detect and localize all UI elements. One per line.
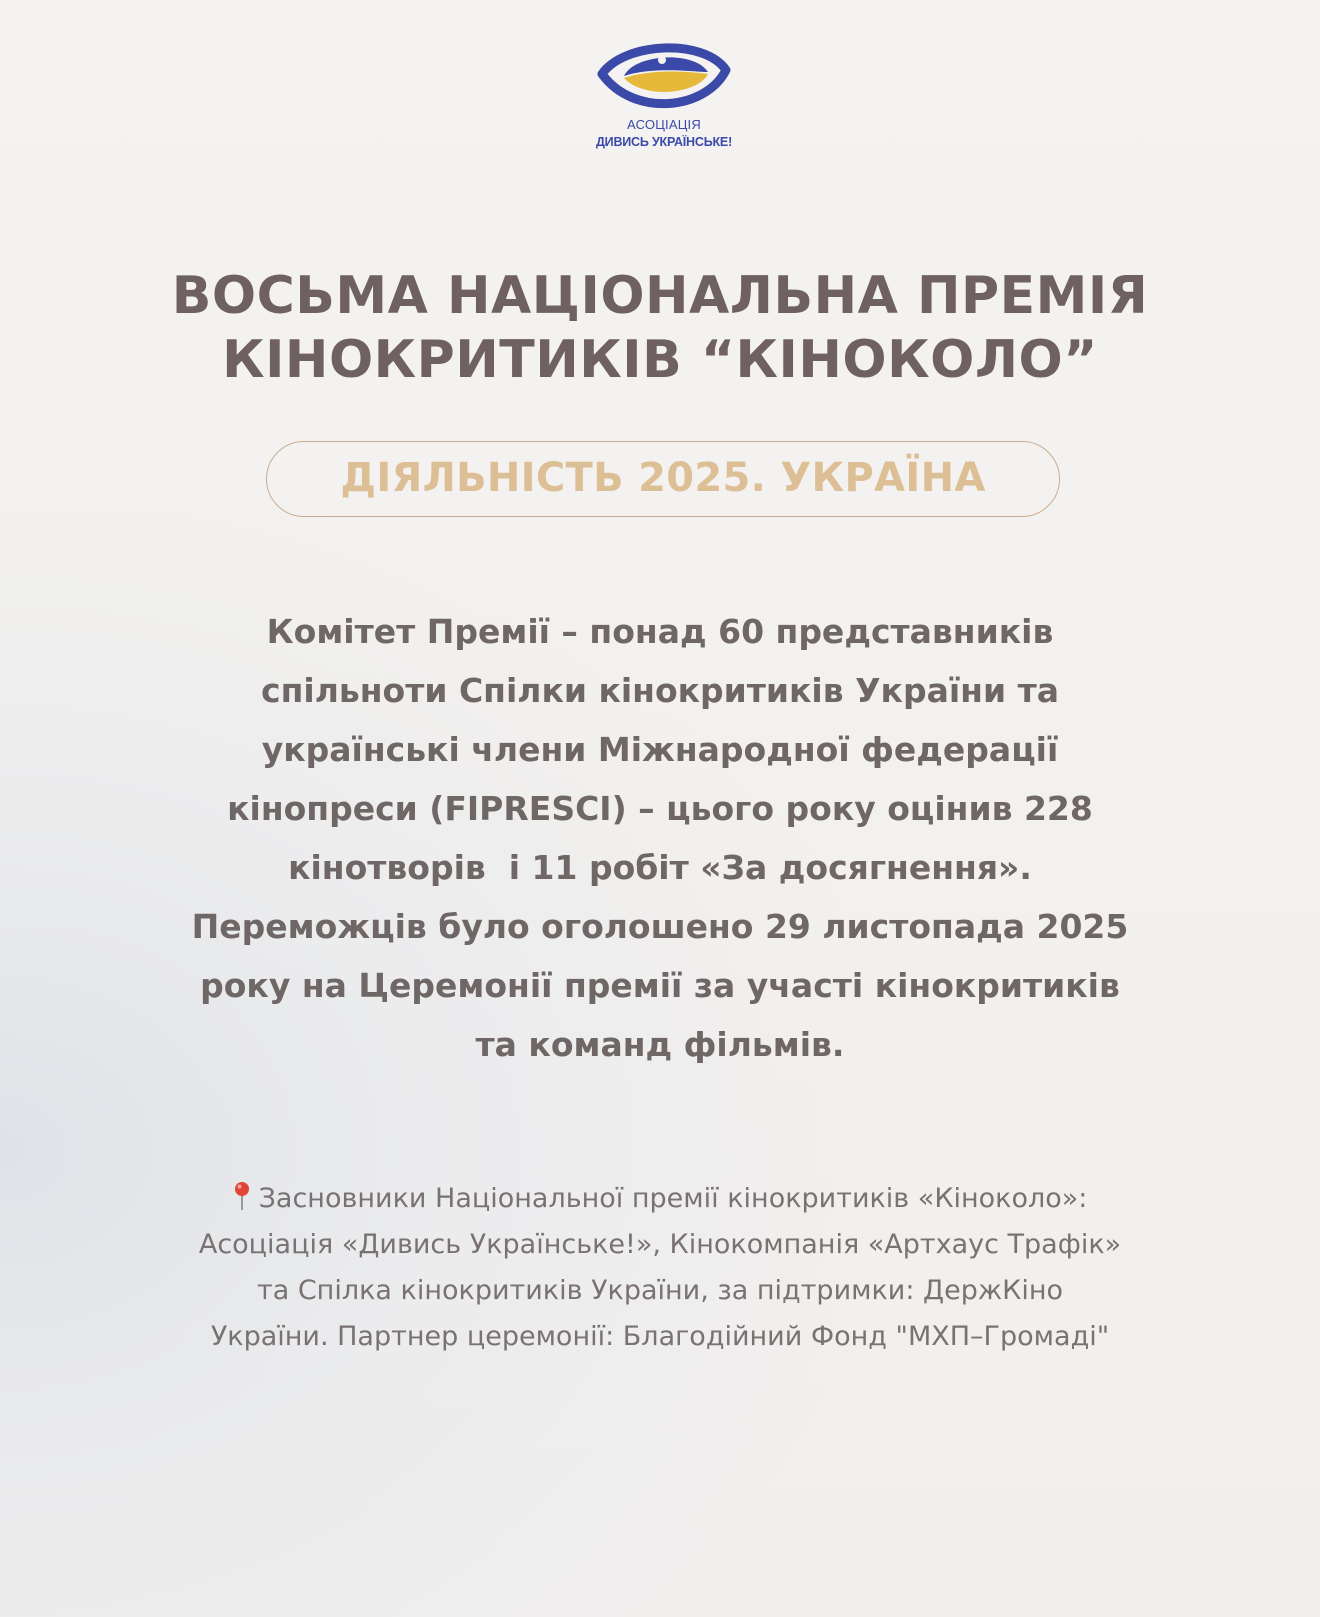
association-logo xyxy=(590,28,738,158)
main-paragraph xyxy=(80,602,1240,1074)
title-line-2: КІНОКРИТИКІВ “КІНОКОЛО” xyxy=(222,330,1098,390)
main-line: року на Церемонії премії за участі кінокритиків xyxy=(200,966,1120,1005)
main-line: Переможців було оголошено 29 листопада 2025 xyxy=(191,907,1129,946)
founders-line-2: Асоціація «Дивись Українське!», Кінокомпанія «Артхаус Трафік» xyxy=(198,1229,1122,1260)
founders-line-3: та Спілка кінокритиків України, за підтримки: ДержКіно xyxy=(256,1275,1064,1306)
logo-line-association: АСОЦІАЦІЯ xyxy=(627,117,701,132)
title-line-1: ВОСЬМА НАЦІОНАЛЬНА ПРЕМІЯ xyxy=(171,266,1149,326)
main-line: Комітет Премії – понад 60 представників xyxy=(266,612,1054,651)
founders-note xyxy=(80,1176,1240,1360)
main-line: українські члени Міжнародної федерації xyxy=(261,730,1059,769)
founders-line-text: Засновники Національної премії кінокритиків «Кіноколо»: xyxy=(258,1183,1088,1214)
main-line: кінопреси (FIPRESCI) – цього року оцінив 228 xyxy=(227,789,1093,828)
main-line: кінотворів і 11 робіт «За досягнення». xyxy=(288,848,1032,887)
eye-logo-icon xyxy=(594,36,734,118)
main-line: та команд фільмів. xyxy=(475,1025,845,1064)
logo-line-name: ДИВИСЬ УКРАЇНСЬКЕ! xyxy=(595,135,733,149)
founders-line-1 xyxy=(80,1176,1240,1222)
main-line: спільноти Спілки кінокритиків України та xyxy=(261,671,1059,710)
pin-icon xyxy=(233,1180,251,1210)
founders-line-4: України. Партнер церемонії: Благодійний Фонд "МХП–Громаді" xyxy=(210,1321,1110,1352)
page-title xyxy=(60,264,1260,392)
year-badge: ДІЯЛЬНІСТЬ 2025. УКРАЇНА xyxy=(266,441,1060,517)
